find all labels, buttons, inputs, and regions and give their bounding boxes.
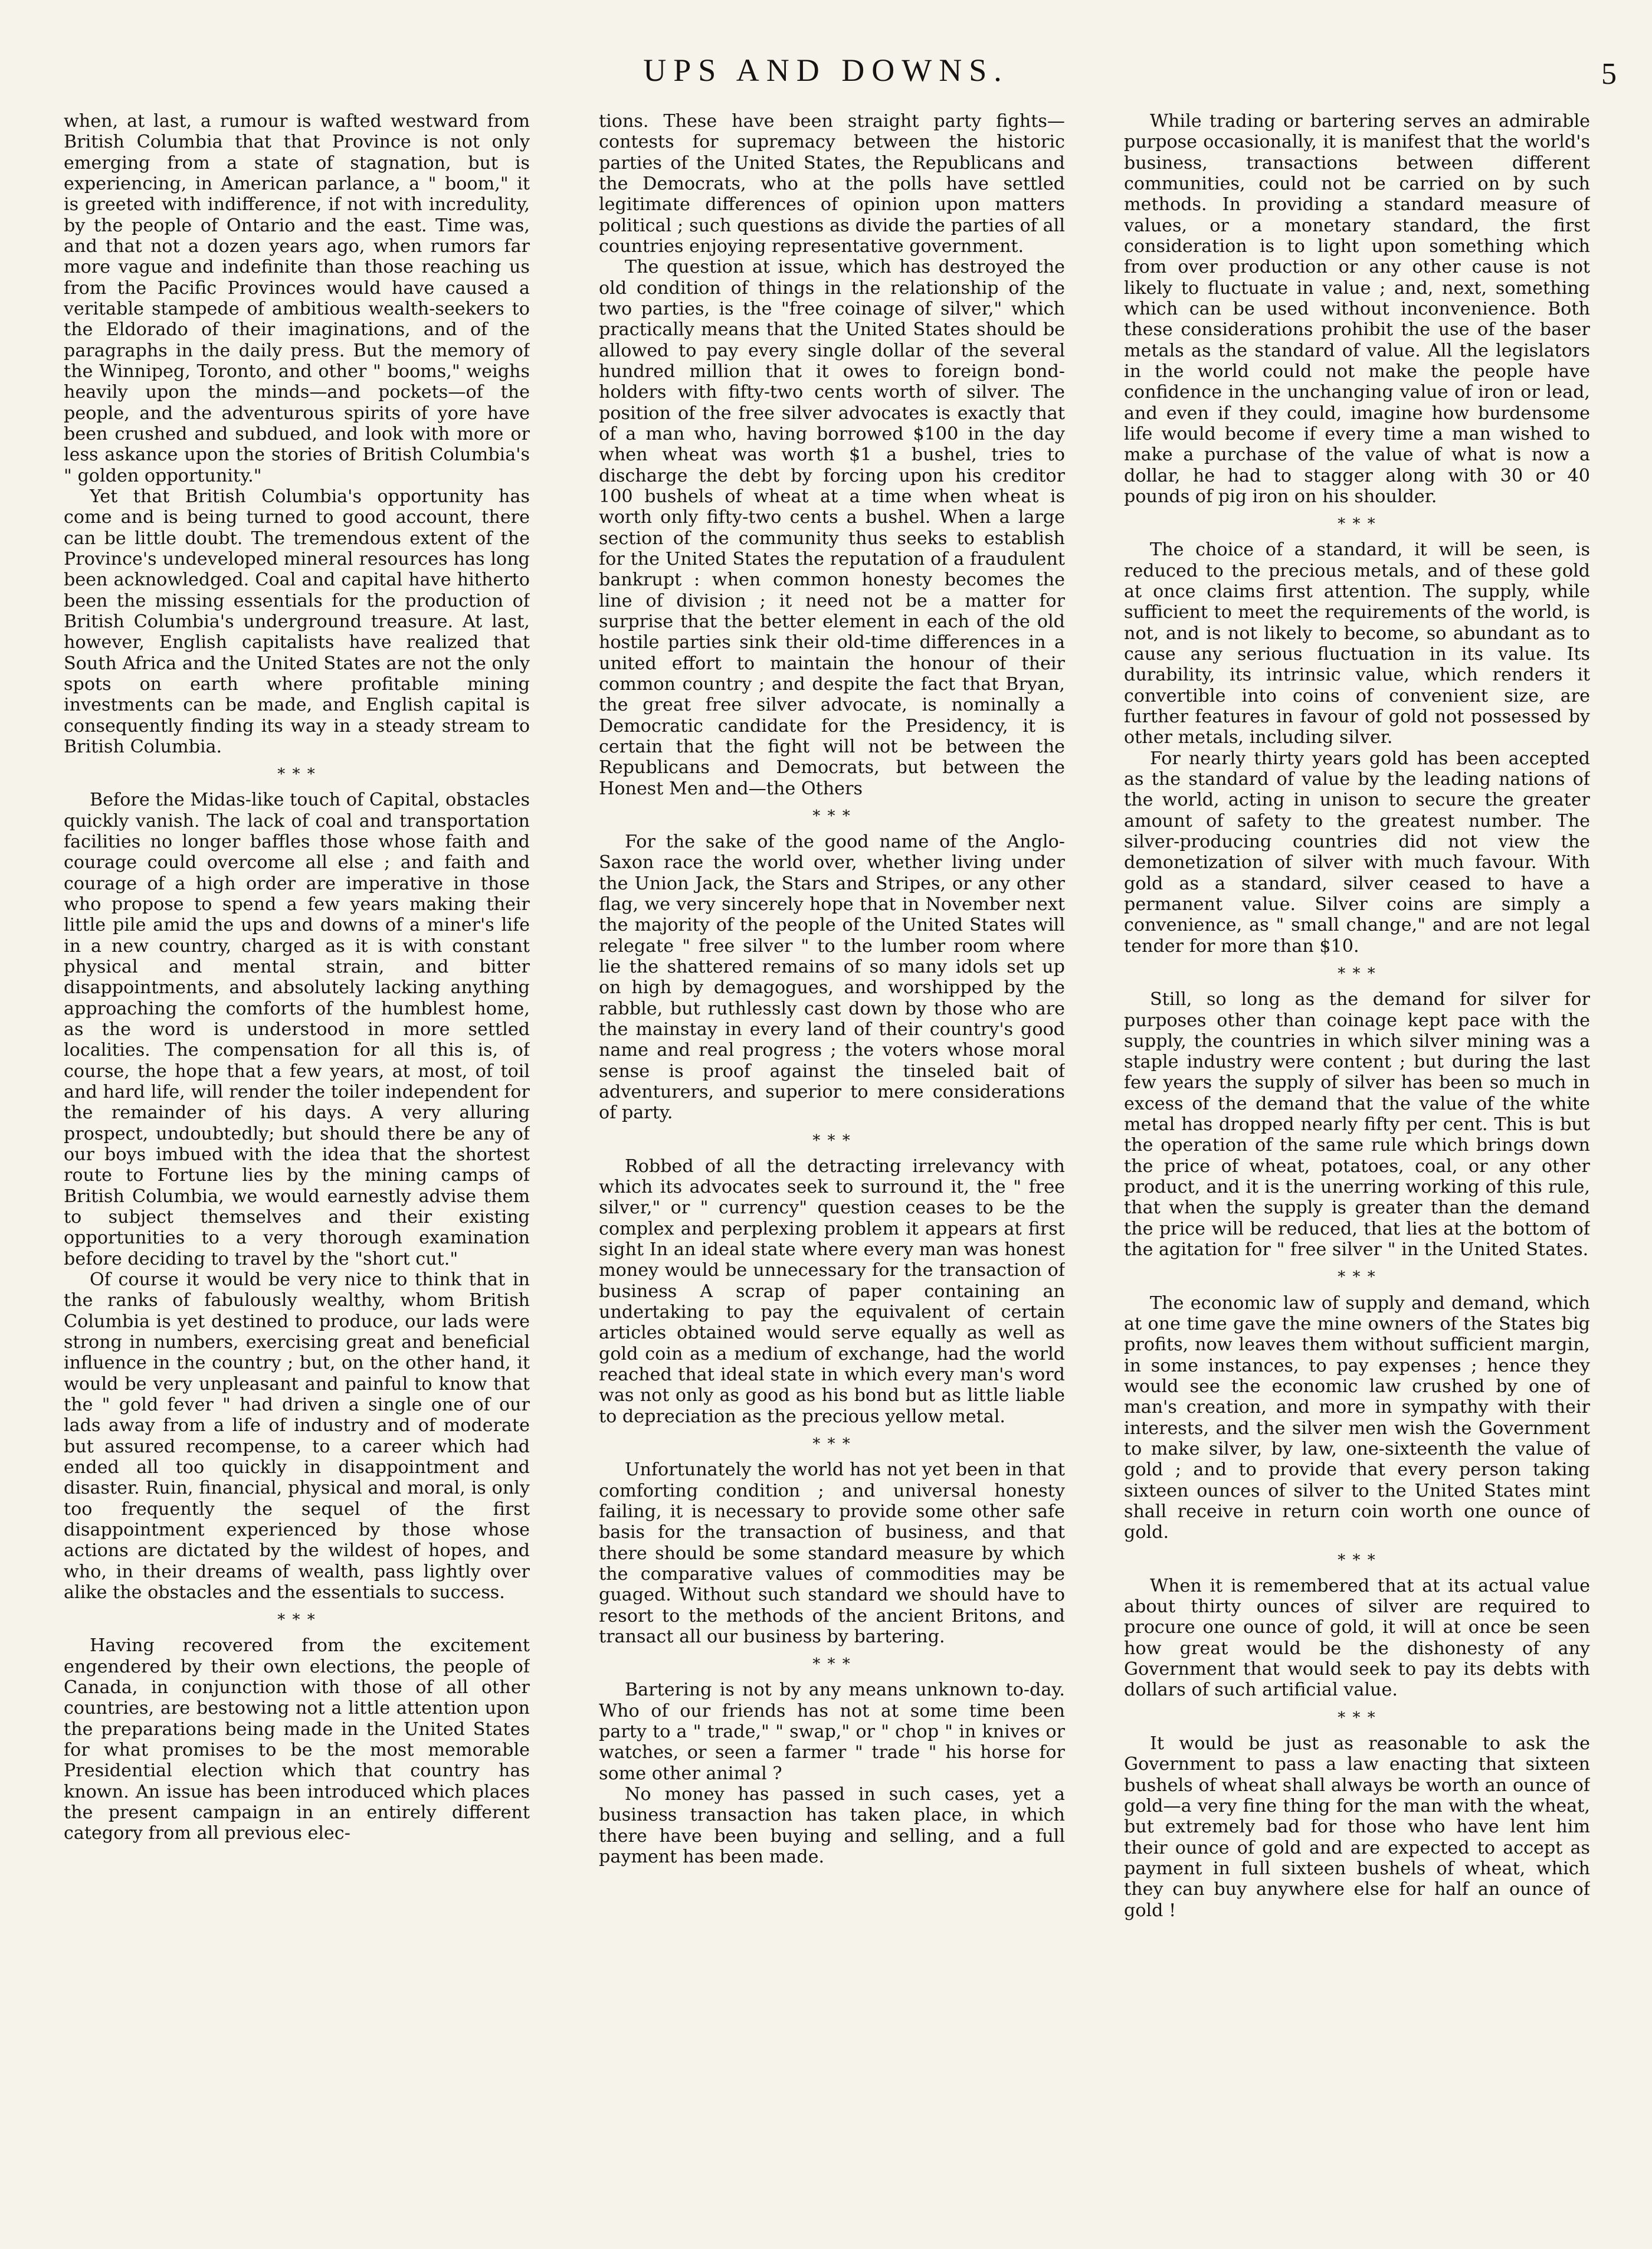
paragraph: When it is remembered that at its actual value about thirty ounces of silver are required to procure one ounce of gold, it will at once be seen how great would be the dishonesty of any Government that would seek to pay its debts with dollars of such artificial value. bbox=[1124, 1575, 1590, 1701]
asterism-separator: * * * bbox=[812, 1131, 851, 1150]
paragraph: Bartering is not by any means unknown to-day. Who of our friends has not at some time been party to a " trade," " swap," or " chop " in knives or watches, or seen a farmer " trade " his horse for some other animal ? bbox=[599, 1680, 1065, 1784]
running-title: UPS AND DOWNS. bbox=[643, 53, 1009, 88]
asterism-separator: * * * bbox=[1338, 964, 1376, 983]
paragraph: While trading or bartering serves an admirable purpose occasionally, it is manifest that the world's business, transactions between different communities, could not be carried on by such methods. In providing a standard measure of values, or a monetary standard, the first consideration is to light upon something which from over production or any other cause is not likely to fluctuate in value ; and, next, something which can be used without inconvenience. Both these considerations prohibit the use of the baser metals as the standard of value. All the legislators in the world could not make the people have confidence in the unchanging value of iron or lead, and even if they could, imagine how burdensome life would become if every time a man wished to make a purchase of the value of what is now a dollar, he had to stagger along with 30 or 40 pounds of pig iron on his shoulder. bbox=[1124, 111, 1590, 507]
page-number: 5 bbox=[1601, 57, 1617, 91]
paragraph: It would be just as reasonable to ask the Government to pass a law enacting that sixteen bushels of wheat shall always be worth an ounce of gold—a very fine thing for the man with the wheat, but extremely bad for those who have lent him their ounce of gold and are expected to accept as payment in full sixteen bushels of wheat, which they can buy anywhere else for half an ounce of gold ! bbox=[1124, 1733, 1590, 1921]
paragraph: Before the Midas-like touch of Capital, obstacles quickly vanish. The lack of coal and transportation facilities no longer baffles those whose faith and courage could overcome all else ; and faith and courage of a high order are imperative in those who propose to spend a few years making their little pile amid the ups and downs of a miner's life in a new country, charged as it is with constant physical and mental strain, and bitter disappointments, and absolutely lacking anything approaching the comforts of the humblest home, as the word is understood in more settled localities. The compensation for all this is, of course, the hope that a few years, at most, of toil and hard life, will render the toiler independent for the remainder of his days. A very alluring prospect, undoubtedly; but should there be any of our boys imbued with the idea that the shortest route to Fortune lies by the mining camps of British Columbia, we would earnestly advise them to subject themselves and their existing opportunities to a very thorough examination before deciding to travel by the "short cut." bbox=[64, 790, 530, 1269]
paragraph: The question at issue, which has destroyed the old condition of things in the relationship of the two parties, is the "free coinage of silver," which practically means that the United States should be allowed to pay every single dollar of the several hundred million that it owes to foreign bond-holders with fifty-two cents worth of silver. The position of the free silver advocates is exactly that of a man who, having borrowed $100 in the day when wheat was worth $1 a bushel, tries to discharge the debt by forcing upon his creditor 100 bushels of wheat at a time when wheat is worth only fifty-two cents a bushel. When a large section of the community thus seeks to establish for the United States the reputation of a fraudulent bankrupt : when common honesty becomes the line of division ; it need not be a matter for surprise that the better element in each of the old hostile parties sink their old-time differences in a united effort to maintain the honour of their common country ; and despite the fact that Bryan, the great free silver advocate, is nominally a Democratic candidate for the Presidency, it is certain that the fight will not be between the Republicans and Democrats, but between the Honest Men and—the Others bbox=[599, 257, 1065, 799]
paragraph: No money has passed in such cases, yet a business transaction has taken place, in which there have been buying and selling, and a full payment has been made. bbox=[599, 1784, 1065, 1868]
asterism-separator: * * * bbox=[812, 807, 851, 825]
paragraph: Unfortunately the world has not yet been in that comforting condition ; and universal honesty failing, it is necessary to provide some other safe basis for the transaction of business, and that there should be some standard measure by which the comparative values of commodities may be guaged. Without such standard we should have to resort to the methods of the ancient Britons, and transact all our business by bartering. bbox=[599, 1459, 1065, 1647]
asterism-separator: * * * bbox=[277, 765, 316, 784]
paragraph: The choice of a standard, it will be seen, is reduced to the precious metals, and of these gold at once claims first attention. The supply, while sufficient to meet the requirements of the world, is not, and is not likely to become, so abundant as to cause any serious fluctuation in its value. Its durability, its intrinsic value, which renders it convertible into coins of convenient size, are further features in favour of gold not possessed by other metals, including silver. bbox=[1124, 539, 1590, 748]
paragraph: Having recovered from the excitement engendered by their own elections, the people of Canada, in conjunction with those of all other countries, are bestowing not a little attention upon the preparations being made in the United States for what promises to be the most memorable Presidential election which that country has known. An issue has been introduced which places the present campaign in an entirely different category from all previous elec- bbox=[64, 1635, 530, 1844]
paragraph: Robbed of all the detracting irrelevancy with which its advocates seek to surround it, the " free silver," or " currency" question ceases to be the complex and perplexing problem it appears at first sight In an ideal state where every man was honest money would be unnecessary for the transaction of business A scrap of paper containing an undertaking to pay the equivalent of certain articles obtained would serve equally as well as gold coin as a medium of exchange, had the world reached that ideal state in which every man's word was not only as good as his bond but as little liable to depreciation as the precious yellow metal. bbox=[599, 1155, 1065, 1427]
asterism-separator: * * * bbox=[1338, 1708, 1376, 1727]
asterism-separator: * * * bbox=[1338, 515, 1376, 533]
paragraph: Still, so long as the demand for silver for purposes other than coinage kept pace with the supply, the countries in which silver mining was a staple industry were content ; but during the last few years the supply of silver has been so much in excess of the demand that the value of the white metal has dropped nearly fifty per cent. This is but the operation of the same rule which brings down the price of wheat, potatoes, coal, or any other product, and it is the unerring working of this rule, that when the supply is greater than the demand the price will be reduced, that lies at the bottom of the agitation for " free silver " in the United States. bbox=[1124, 989, 1590, 1261]
paragraph: Yet that British Columbia's opportunity has come and is being turned to good account, there can be little doubt. The tremendous extent of the Province's undeveloped mineral resources has long been acknowledged. Coal and capital have hitherto been the missing essentials for the production of British Columbia's underground treasure. At last, however, English capitalists have realized that South Africa and the United States are not the only spots on earth where profitable mining investments can be made, and English capital is consequently finding its way in a steady stream to British Columbia. bbox=[64, 486, 530, 757]
asterism-separator: * * * bbox=[1338, 1268, 1376, 1286]
asterism-separator: * * * bbox=[812, 1655, 851, 1674]
text-column-3 bbox=[1124, 111, 1590, 2230]
paragraph: For the sake of the good name of the Anglo-Saxon race the world over, whether living under the Union Jack, the Stars and Stripes, or any other flag, we very sincerely hope that in November next the majority of the people of the United States will relegate " free silver " to the lumber room where lie the shattered remains of so many idols set up on high by demagogues, and worshipped by the rabble, but ruthlessly cast down by those who are the mainstay in every land of their country's good name and real progress ; the voters whose moral sense is proof against the tinseled bait of adventurers, and superior to mere considerations of party. bbox=[599, 831, 1065, 1124]
paragraph: The economic law of supply and demand, which at one time gave the mine owners of the States big profits, now leaves them without sufficient margin, in some instances, to pay expenses ; hence they would see the economic law crushed by one of man's creation, and more in sympathy with their interests, and the silver men wish the Government to make silver, by law, one-sixteenth the value of gold ; and to provide that every person taking sixteen ounces of silver to the United States mint shall receive in return coin worth one ounce of gold. bbox=[1124, 1292, 1590, 1543]
asterism-separator: * * * bbox=[812, 1435, 851, 1453]
paragraph: Of course it would be very nice to think that in the ranks of fabulously wealthy, whom British Columbia is yet destined to produce, our lads were strong in numbers, exercising great and beneficial influence in the country ; but, on the other hand, it would be very unpleasant and painful to know that the " gold fever " had driven a single one of our lads away from a life of industry and of moderate but assured recompense, to a career which had ended all too quickly in disappointment and disaster. Ruin, financial, physical and moral, is only too frequently the sequel of the first disappointment experienced by those whose actions are dictated by the wildest of hopes, and who, in their dreams of wealth, pass lightly over alike the obstacles and the essentials to success. bbox=[64, 1269, 530, 1603]
asterism-separator: * * * bbox=[277, 1611, 316, 1629]
paragraph: For nearly thirty years gold has been accepted as the standard of value by the leading nations of the world, acting in unison to secure the greater amount of safety to the greatest number. The silver-producing countries did not view the demonetization of silver with much favour. With gold as a standard, silver ceased to have a permanent value. Silver coins are simply a convenience, as " small change," and are not legal tender for more than $10. bbox=[1124, 748, 1590, 957]
paragraph: tions. These have been straight party fights—contests for supremacy between the historic parties of the United States, the Republicans and the Democrats, who at the polls have settled legitimate differences of opinion upon matters political ; such questions as divide the parties of all countries enjoying representative government. bbox=[599, 111, 1065, 257]
paragraph: when, at last, a rumour is wafted westward from British Columbia that that Province is not only emerging from a state of stagnation, but is experiencing, in American parlance, a " boom," it is greeted with indifference, if not with incredulity, by the people of Ontario and the east. Time was, and that not a dozen years ago, when rumors far more vague and indefinite than those reaching us from the Pacific Provinces would have caused a veritable stampede of ambitious wealth-seekers to the Eldorado of their imaginations, and of the paragraphs in the daily press. But the memory of the Winnipeg, Toronto, and other " booms," weighs heavily upon the minds—and pockets—of the people, and the adventurous spirits of yore have been crushed and subdued, and look with more or less askance upon the stories of British Columbia's " golden opportunity." bbox=[64, 111, 530, 486]
asterism-separator: * * * bbox=[1338, 1551, 1376, 1569]
text-column-2 bbox=[599, 111, 1065, 2230]
text-column-1 bbox=[64, 111, 530, 2230]
